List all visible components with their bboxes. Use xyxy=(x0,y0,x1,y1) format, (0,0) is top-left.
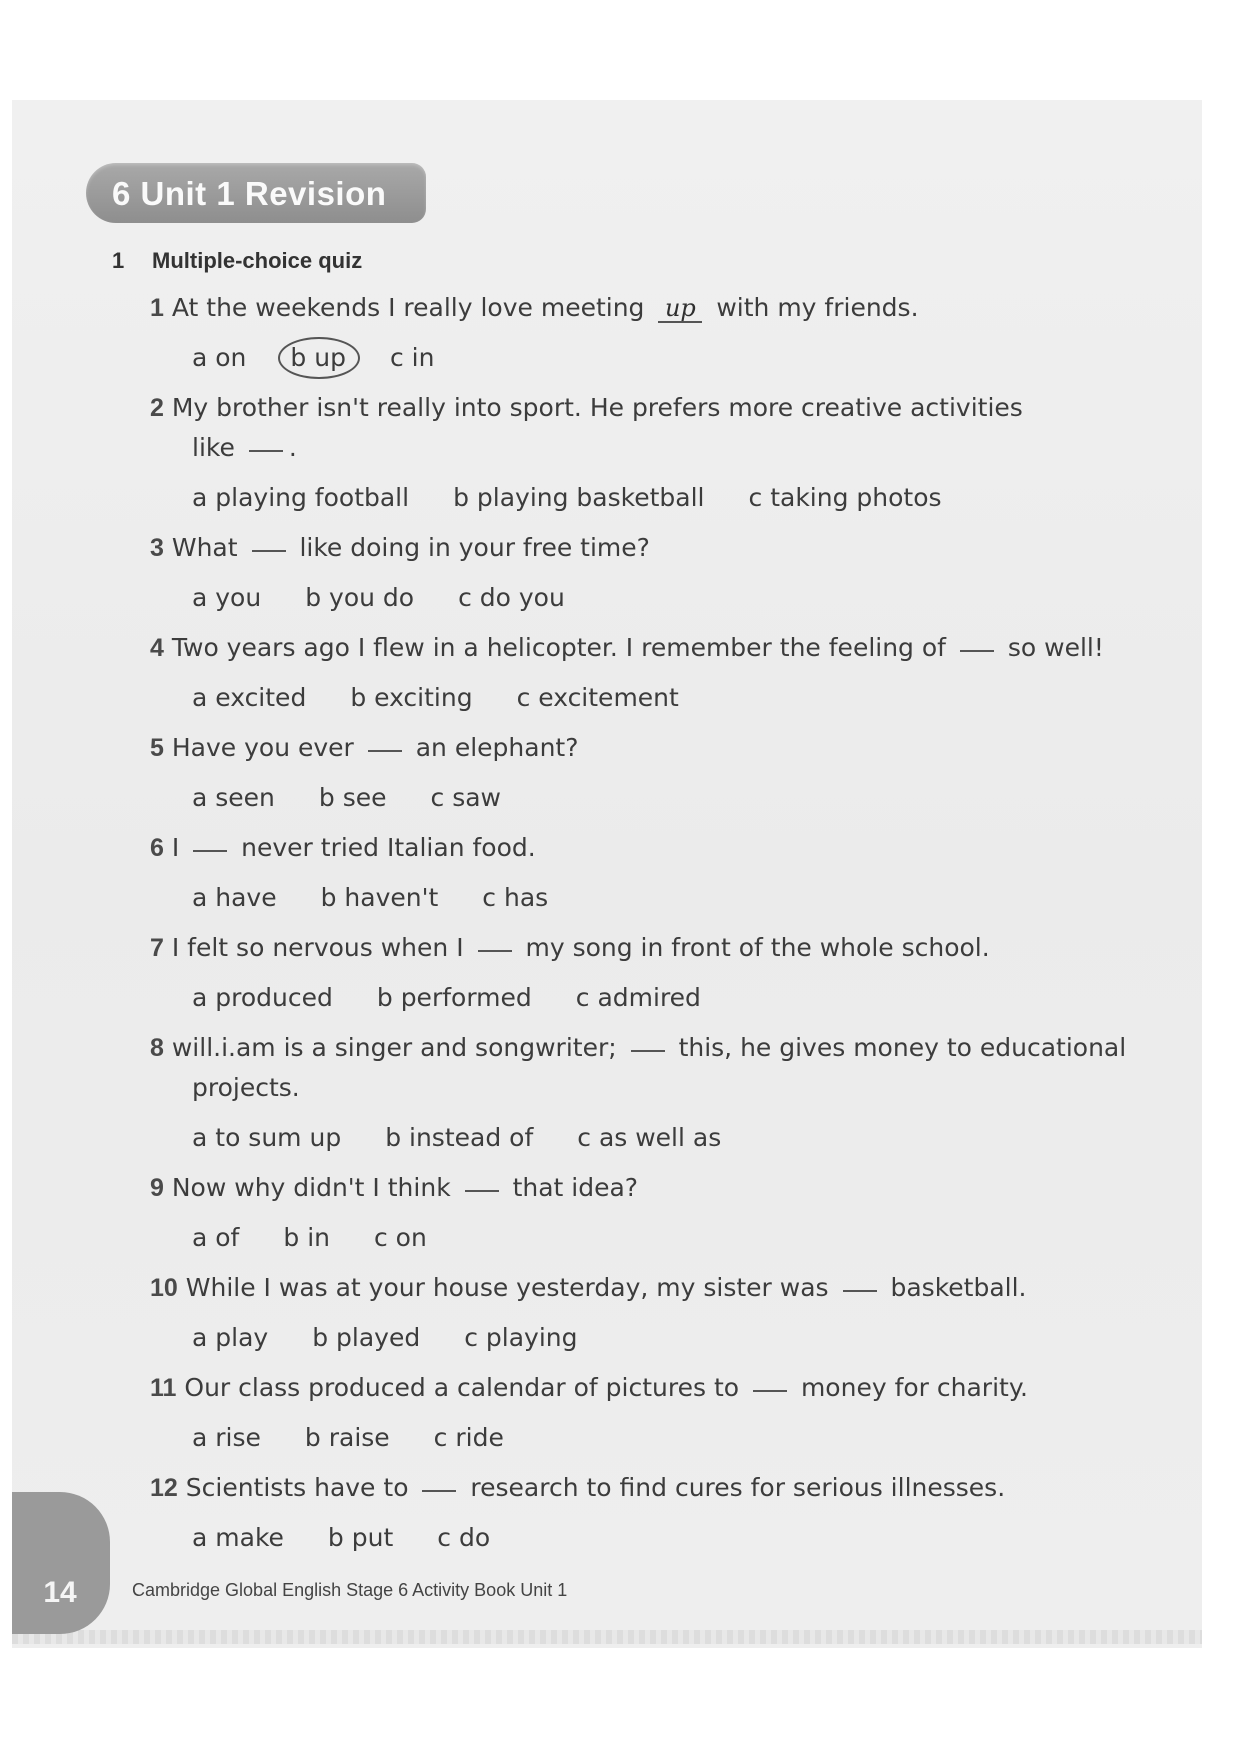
question-text-end: . xyxy=(288,433,297,462)
option-c[interactable]: c do xyxy=(437,1523,491,1552)
option-b[interactable]: b raise xyxy=(304,1423,390,1452)
answer-blank[interactable] xyxy=(960,649,994,652)
option-a[interactable]: a playing football xyxy=(192,483,410,512)
option-b[interactable]: b put xyxy=(327,1523,394,1552)
answer-options xyxy=(150,878,1150,918)
question-text-end: that idea? xyxy=(512,1173,639,1202)
question-text: My brother isn't really into sport. He prefers more creative activities xyxy=(171,393,1023,422)
option-a[interactable]: a of xyxy=(192,1223,240,1252)
question-text: Two years ago I flew in a helicopter. I remember the feeling of xyxy=(171,633,946,662)
question-text: While I was at your house yesterday, my sister was xyxy=(185,1273,829,1302)
question-text-end: with my friends. xyxy=(716,293,919,322)
question-text: I felt so nervous when I xyxy=(171,933,464,962)
option-b[interactable]: b instead of xyxy=(385,1123,534,1152)
option-c[interactable]: c ride xyxy=(433,1423,504,1452)
option-c[interactable]: c admired xyxy=(575,983,701,1012)
answer-blank[interactable] xyxy=(252,549,286,552)
question-4 xyxy=(150,628,1150,668)
question-text: What xyxy=(171,533,238,562)
answer-blank[interactable] xyxy=(193,849,227,852)
option-a[interactable]: a rise xyxy=(192,1423,261,1452)
question-number: 8 xyxy=(150,1034,164,1062)
question-text-end: an elephant? xyxy=(415,733,579,762)
question-number: 2 xyxy=(150,394,164,422)
answer-options xyxy=(150,1318,1150,1358)
question-text-end: basketball. xyxy=(890,1273,1027,1302)
option-a[interactable]: a produced xyxy=(192,983,333,1012)
option-b[interactable]: b in xyxy=(283,1223,330,1252)
answer-blank[interactable] xyxy=(631,1049,665,1052)
option-b-circled[interactable]: b up xyxy=(290,338,346,378)
question-number: 7 xyxy=(150,934,164,962)
option-c[interactable]: c do you xyxy=(458,583,565,612)
option-a[interactable]: a have xyxy=(192,883,277,912)
quiz-list xyxy=(150,288,1150,1568)
footer-book-title: Cambridge Global English Stage 6 Activity Book Unit 1 xyxy=(132,1580,568,1600)
question-1 xyxy=(150,288,1150,328)
page-bottom-edge xyxy=(12,1630,1202,1644)
handwritten-answer: up xyxy=(658,295,702,323)
unit-title: 6 Unit 1 Revision xyxy=(112,175,387,212)
answer-options xyxy=(150,338,1150,378)
answer-options xyxy=(150,1118,1150,1158)
question-number: 10 xyxy=(150,1274,178,1302)
option-b[interactable]: b haven't xyxy=(320,883,439,912)
question-text-line2: like xyxy=(192,433,235,462)
question-5 xyxy=(150,728,1150,768)
question-number: 5 xyxy=(150,734,164,762)
question-8 xyxy=(150,1028,1150,1108)
section-heading xyxy=(112,248,362,274)
answer-blank[interactable] xyxy=(422,1489,456,1492)
answer-options xyxy=(150,478,1150,518)
answer-blank[interactable] xyxy=(249,449,283,452)
question-text-end: research to find cures for serious illnesses. xyxy=(470,1473,1006,1502)
answer-blank[interactable] xyxy=(465,1189,499,1192)
option-a[interactable]: a you xyxy=(192,583,262,612)
answer-blank[interactable] xyxy=(843,1289,877,1292)
question-number: 4 xyxy=(150,634,164,662)
option-c[interactable]: c playing xyxy=(464,1323,578,1352)
question-text: At the weekends I really love meeting xyxy=(171,293,645,322)
question-text-line2: projects. xyxy=(192,1073,300,1102)
answer-options xyxy=(150,1518,1150,1558)
question-text-end: my song in front of the whole school. xyxy=(525,933,990,962)
question-number: 12 xyxy=(150,1474,178,1502)
option-b[interactable]: b you do xyxy=(305,583,415,612)
option-a[interactable]: a to sum up xyxy=(192,1123,342,1152)
answer-options xyxy=(150,1418,1150,1458)
question-number: 9 xyxy=(150,1174,164,1202)
question-text: will.i.am is a singer and songwriter; xyxy=(171,1033,617,1062)
option-a[interactable]: a make xyxy=(192,1523,284,1552)
answer-options xyxy=(150,978,1150,1018)
question-number: 3 xyxy=(150,534,164,562)
page-number: 14 xyxy=(43,1576,77,1609)
section-title: Multiple-choice quiz xyxy=(152,248,363,273)
option-c[interactable]: c saw xyxy=(430,783,501,812)
option-c[interactable]: c on xyxy=(373,1223,427,1252)
question-7 xyxy=(150,928,1150,968)
question-10 xyxy=(150,1268,1150,1308)
option-a[interactable]: a play xyxy=(192,1323,269,1352)
question-text: Scientists have to xyxy=(185,1473,409,1502)
option-c[interactable]: c as well as xyxy=(577,1123,722,1152)
option-c[interactable]: c in xyxy=(389,343,435,372)
question-12 xyxy=(150,1468,1150,1508)
option-a[interactable]: a seen xyxy=(192,783,275,812)
question-9 xyxy=(150,1168,1150,1208)
answer-blank[interactable] xyxy=(753,1389,787,1392)
question-text: I xyxy=(171,833,180,862)
option-b[interactable]: b played xyxy=(312,1323,421,1352)
page-number-tab xyxy=(12,1492,110,1634)
option-c[interactable]: c taking photos xyxy=(748,483,942,512)
question-6 xyxy=(150,828,1150,868)
question-number: 1 xyxy=(150,294,164,322)
question-text: Our class produced a calendar of pictures to xyxy=(184,1373,740,1402)
section-number: 1 xyxy=(112,248,125,273)
answer-options xyxy=(150,678,1150,718)
question-2 xyxy=(150,388,1150,468)
question-number: 6 xyxy=(150,834,164,862)
answer-options xyxy=(150,1218,1150,1258)
question-3 xyxy=(150,528,1150,568)
question-text-end: like doing in your free time? xyxy=(299,533,650,562)
answer-blank[interactable] xyxy=(478,949,512,952)
option-c[interactable]: c excitement xyxy=(516,683,679,712)
option-b[interactable]: b exciting xyxy=(350,683,473,712)
question-text: Now why didn't I think xyxy=(171,1173,451,1202)
question-text-end: never tried Italian food. xyxy=(241,833,536,862)
answer-options xyxy=(150,778,1150,818)
option-c[interactable]: c has xyxy=(482,883,549,912)
question-number: 11 xyxy=(150,1374,177,1402)
question-11 xyxy=(150,1368,1150,1408)
option-b[interactable]: b playing basketball xyxy=(453,483,705,512)
option-a[interactable]: a excited xyxy=(192,683,307,712)
option-b[interactable]: b see xyxy=(318,783,387,812)
answer-options xyxy=(150,578,1150,618)
answer-blank[interactable] xyxy=(368,749,402,752)
option-a[interactable]: a on xyxy=(192,343,247,372)
question-text-end: money for charity. xyxy=(800,1373,1029,1402)
question-text-end: so well! xyxy=(1007,633,1104,662)
question-text: Have you ever xyxy=(171,733,354,762)
question-text-end: this, he gives money to educational xyxy=(678,1033,1127,1062)
option-b[interactable]: b performed xyxy=(376,983,532,1012)
